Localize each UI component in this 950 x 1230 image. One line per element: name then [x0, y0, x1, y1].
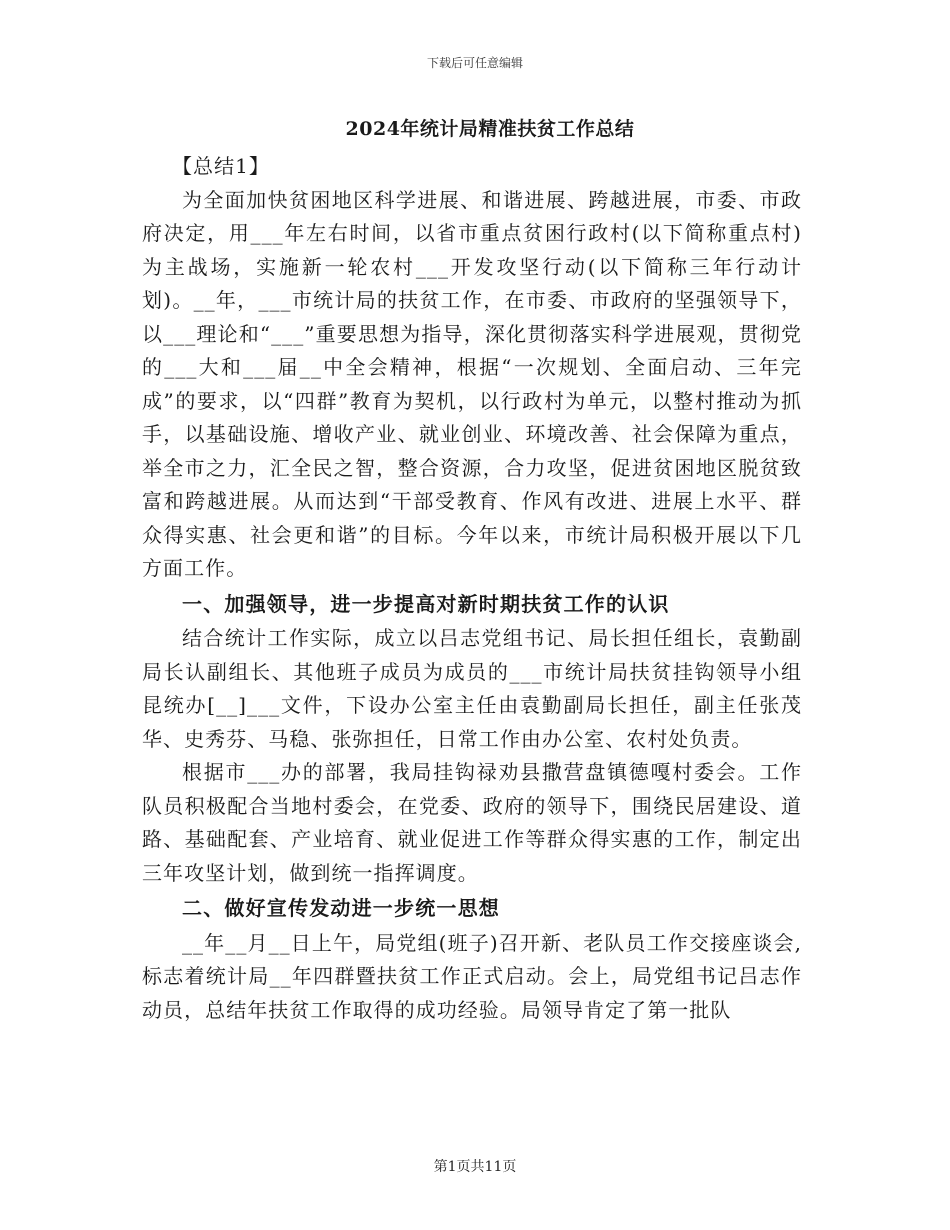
page-number: 第1页共11页: [433, 1159, 517, 1175]
document-body: [142, 150, 802, 1027]
section-label: 【总结1】: [172, 154, 270, 178]
section-heading-1: 一、加强领导，进一步提高对新时期扶贫工作的认识: [182, 591, 670, 616]
paragraph-deployment: 根据市___办的部署，我局挂钩禄劝县撒营盘镇德嘎村委会。工作队员积极配合当地村委会，在党委、政府的领导下，围绕民居建设、道路、基础配套、产业培育、就业促进工作等群众得实惠的工作，制定出三年攻坚计划，做到统一指挥调度。: [142, 760, 802, 885]
paragraph-intro: 为全面加快贫困地区科学进展、和谐进展、跨越进展，市委、市政府决定，用___年左右时间，以省市重点贫困行政村(以下简称重点村)为主战场，实施新一轮农村___开发攻坚行动(以下简称三年行动计划)。__年，___市统计局的扶贫工作，在市委、市政府的坚强领导下，以___理论和“___”重要思想为指导，深化贯彻落实科学进展观，贯彻党的___大和___届__中全会精神，根据“一次规划、全面启动、三年完成”的要求，以“四群”教育为契机，以行政村为单元，以整村推动为抓手，以基础设施、增收产业、就业创业、环境改善、社会保障为重点，举全市之力，汇全民之智，整合资源，合力攻坚，促进贫困地区脱贫致富和跨越进展。从而达到“干部受教育、作风有改进、进展上水平、群众得实惠、社会更和谐”的目标。今年以来，市统计局积极开展以下几方面工作。: [142, 187, 802, 580]
document-title: 2024年统计局精准扶贫工作总结: [345, 118, 635, 140]
paragraph-meeting: __年__月__日上午，局党组(班子)召开新、老队员工作交接座谈会,标志着统计局__年四群暨扶贫工作正式启动。会上，局党组书记吕志作动员，总结年扶贫工作取得的成功经验。局领导肯定了第一批队: [142, 930, 802, 1022]
header-note: 下载后可任意编辑: [426, 56, 523, 70]
paragraph-leadership-group: 结合统计工作实际，成立以吕志党组书记、局长担任组长，袁勤副局长认副组长、其他班子成员为成员的___市统计局扶贫挂钩领导小组昆统办[__]___文件，下设办公室主任由袁勤副局长担任，副主任张茂华、史秀芬、马稳、张弥担任，日常工作由办公室、农村处负责。: [142, 626, 802, 751]
section-heading-2: 二、做好宣传发动进一步统一思想: [182, 896, 500, 920]
